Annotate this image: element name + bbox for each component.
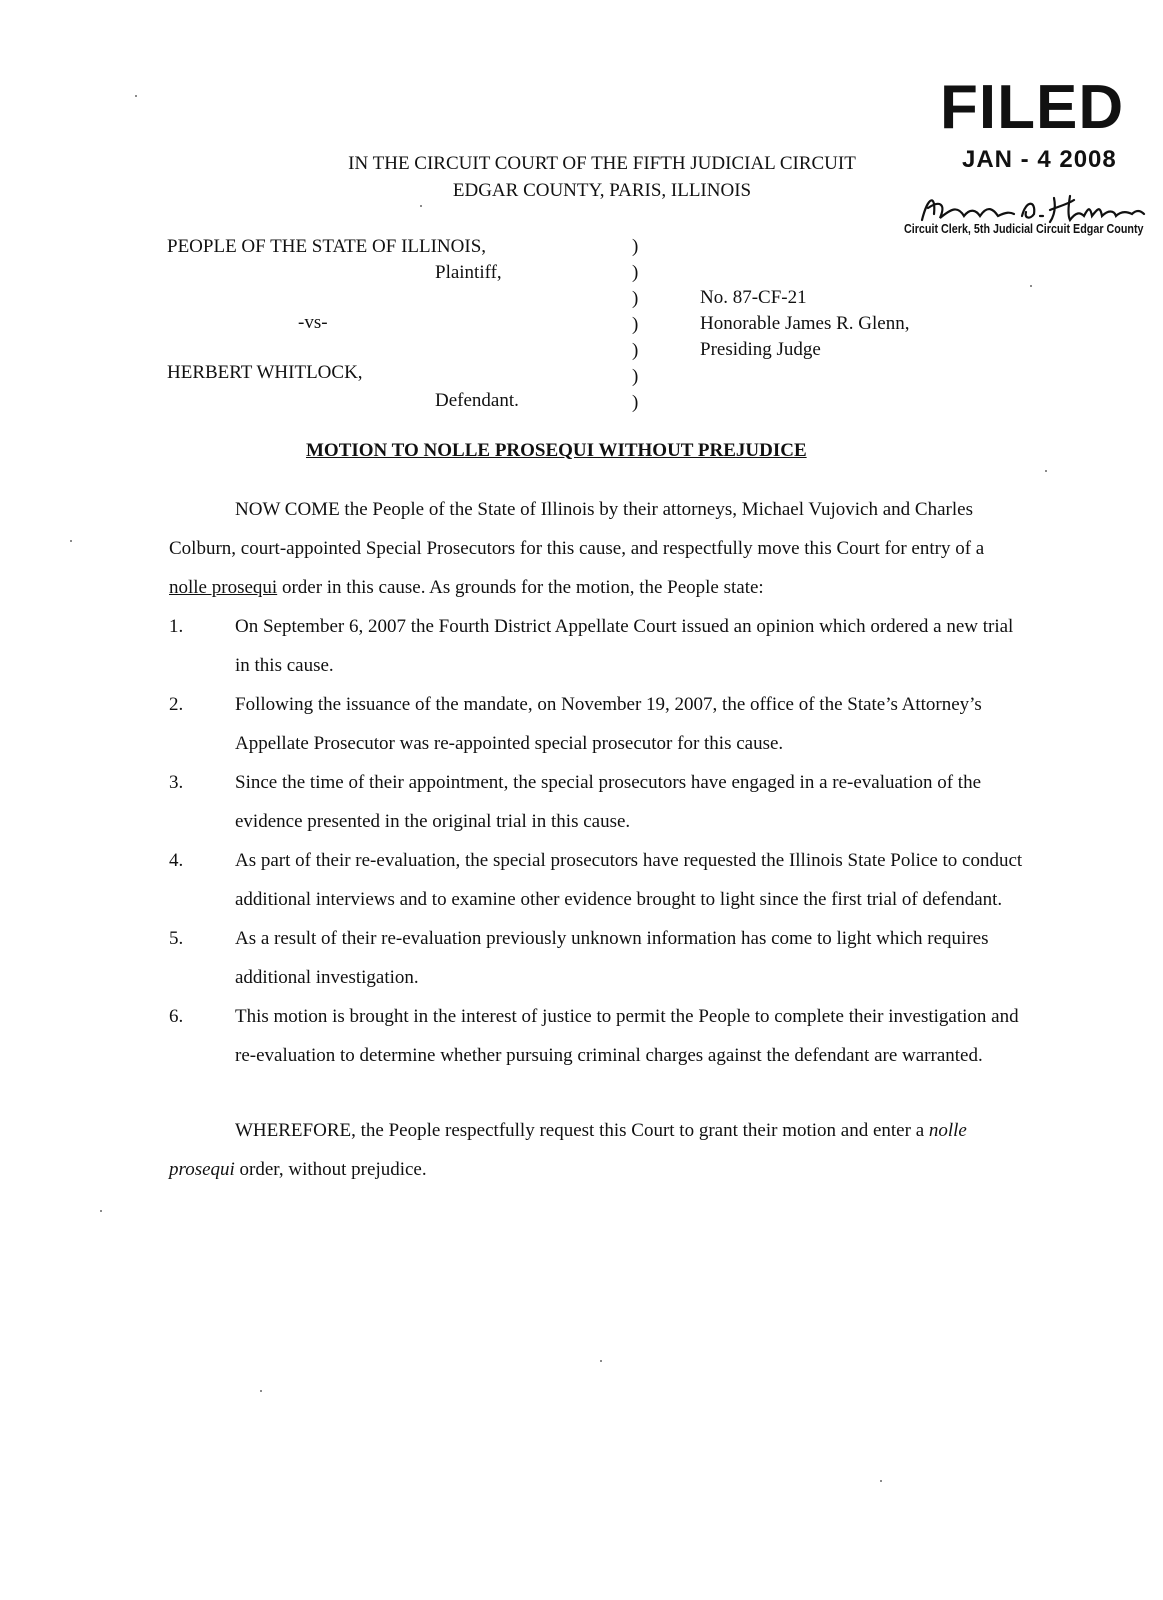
scan-speck <box>100 1210 102 1212</box>
list-item <box>169 685 1024 763</box>
wherefore-term: nolle prosequi <box>169 1120 967 1180</box>
case-info <box>700 285 909 363</box>
item-text: As a result of their re-evaluation previously unknown information has come to light which requires additional investigation. <box>235 928 989 988</box>
item-text: Following the issuance of the mandate, on November 19, 2007, the office of the State’s Attorney’s Appellate Prosecutor was re-appointed special prosecutor for this cause. <box>235 694 982 754</box>
court-line-1: IN THE CIRCUIT COURT OF THE FIFTH JUDICIAL CIRCUIT <box>348 153 856 174</box>
list-item <box>169 607 1024 685</box>
scan-speck <box>70 540 72 542</box>
item-text: As part of their re-evaluation, the special prosecutors have requested the Illinois State Police to conduct additional interviews and to examine other evidence brought to light since the first trial of defendant. <box>235 850 1023 910</box>
scan-speck <box>260 1390 262 1392</box>
intro-text-a: NOW COME the People of the State of Illinois by their attorneys, Michael Vujovich and Charles Colburn, court-appointed Special Prosecutors for this cause, and respectfully move this Court for entry of a <box>169 499 985 559</box>
intro-term: nolle prosequi <box>169 577 278 598</box>
wherefore-text-a: WHEREFORE, the People respectfully request this Court to grant their motion and enter a <box>235 1120 929 1141</box>
item-text: On September 6, 2007 the Fourth District Appellate Court issued an opinion which ordered a new trial in this cause. <box>235 616 1014 676</box>
list-item <box>169 919 1024 997</box>
judge-title: Presiding Judge <box>700 339 821 360</box>
intro-paragraph <box>169 490 1024 607</box>
scan-speck <box>420 205 422 207</box>
judge-name: Honorable James R. Glenn, <box>700 313 910 334</box>
list-item <box>169 997 1024 1075</box>
motion-body <box>169 490 1024 1189</box>
plaintiff-role: Plaintiff, <box>435 262 502 283</box>
plaintiff-name: PEOPLE OF THE STATE OF ILLINOIS, <box>167 236 487 257</box>
filed-date: JAN - 4 2008 <box>962 146 1117 173</box>
scan-speck <box>1030 285 1032 287</box>
item-number: 2. <box>169 694 184 715</box>
list-item <box>169 763 1024 841</box>
item-number: 1. <box>169 616 184 637</box>
wherefore-paragraph <box>169 1111 1024 1189</box>
motion-title: MOTION TO NOLLE PROSEQUI WITHOUT PREJUDICE <box>306 440 807 461</box>
item-number: 4. <box>169 850 184 871</box>
caption-brackets: ) ) ) ) ) ) ) <box>632 236 639 413</box>
item-number: 6. <box>169 1006 184 1027</box>
court-line-2: EDGAR COUNTY, PARIS, ILLINOIS <box>452 180 752 201</box>
scan-speck <box>135 95 137 97</box>
item-text: Since the time of their appointment, the special prosecutors have engaged in a re-evaluation of the evidence presented in the original trial in this cause. <box>235 772 982 832</box>
scan-speck <box>600 1360 602 1362</box>
grounds-list <box>169 607 1024 1075</box>
court-heading <box>300 150 904 204</box>
scan-speck <box>1045 470 1047 472</box>
clerk-title: Circuit Clerk, 5th Judicial Circuit Edgar County <box>904 222 1144 236</box>
defendant-name: HERBERT WHITLOCK, <box>167 362 363 383</box>
intro-text-b: order in this cause. As grounds for the motion, the People state: <box>277 577 764 598</box>
versus-label: -vs- <box>298 312 328 333</box>
wherefore-text-b: order, without prejudice. <box>234 1159 427 1180</box>
list-item <box>169 841 1024 919</box>
item-number: 3. <box>169 772 184 793</box>
item-text: This motion is brought in the interest of justice to permit the People to complete their investigation and re-evaluation to determine whether pursuing criminal charges against the defendant are warranted. <box>235 1006 1019 1066</box>
defendant-role: Defendant. <box>435 390 519 411</box>
filed-stamp: FILED <box>940 73 1125 142</box>
item-number: 5. <box>169 928 184 949</box>
case-number: No. 87-CF-21 <box>700 287 807 308</box>
scan-speck <box>880 1480 882 1482</box>
